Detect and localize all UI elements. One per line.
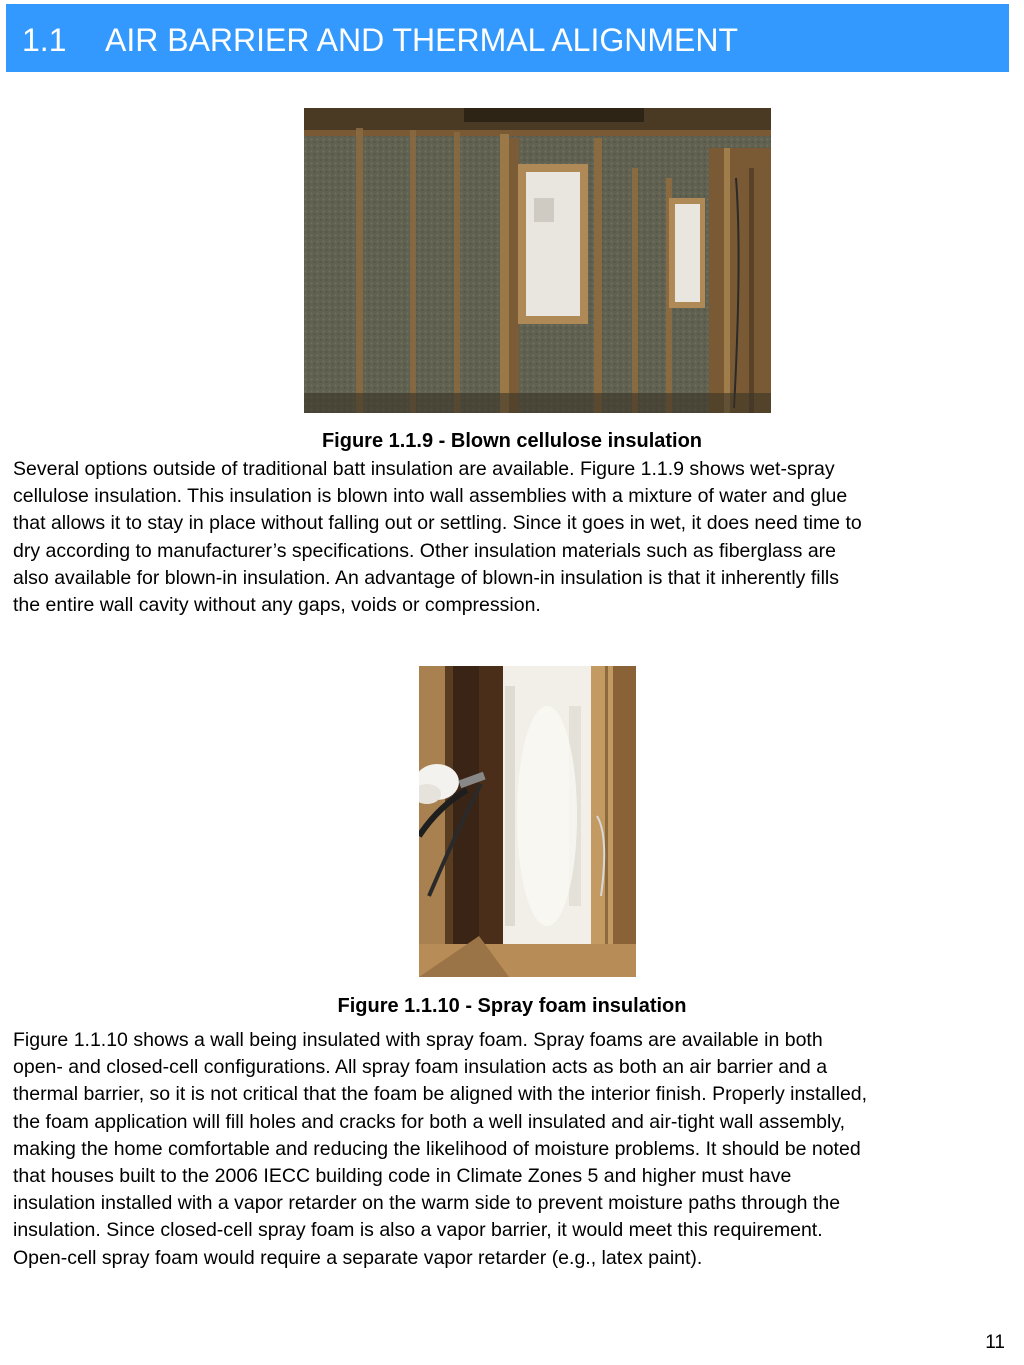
blown-cellulose-image [304,108,771,413]
paragraph-line: insulation installed with a vapor retarder on the warm side to prevent moisture paths through the [13,1192,841,1215]
paragraph-line: that houses built to the 2006 IECC building code in Climate Zones 5 and higher must have [13,1165,792,1188]
paragraph-line: making the home comfortable and reducing the likelihood of moisture problems. It should be noted [13,1137,861,1160]
page-number: 11 [985,1332,1005,1353]
paragraph-line: also available for blown-in insulation. An advantage of blown-in insulation is that it inherently fills [13,566,839,589]
paragraph-line: thermal barrier, so it is not critical that the foam be aligned with the interior finish. Properly installed, [13,1083,868,1106]
blown-cellulose-photo [304,108,771,413]
paragraph-line: the foam application will fill holes and cracks for both a well insulated and air-tight wall assembly, [13,1110,846,1133]
paragraph-line: dry according to manufacturer’s specifications. Other insulation materials such as fiberglass are [13,539,836,562]
figure-caption-2: Figure 1.1.10 - Spray foam insulation [337,995,687,1017]
section-title: AIR BARRIER AND THERMAL ALIGNMENT [105,22,739,58]
spray-foam-image [419,666,636,977]
paragraph-2 [13,1027,1013,1272]
paragraph-line: Several options outside of traditional batt insulation are available. Figure 1.1.9 shows wet-spray [13,458,835,480]
paragraph-line: the entire wall cavity without any gaps, voids or compression. [13,594,541,617]
paragraph-line: Open-cell spray foam would require a separate vapor retarder (e.g., latex paint). [13,1246,703,1269]
section-header [6,4,1009,72]
paragraph-line: that allows it to stay in place without falling out or settling. Since it goes in wet, it does need time to [13,512,862,535]
paragraph-line: cellulose insulation. This insulation is blown into wall assemblies with a mixture of water and glue [13,485,848,508]
paragraph-1 [13,456,1013,619]
paragraph-line: insulation. Since closed-cell spray foam is also a vapor barrier, it would meet this requirement. [13,1219,823,1242]
figure-caption-1: Figure 1.1.9 - Blown cellulose insulation [321,430,703,452]
spray-foam-photo [419,666,636,977]
paragraph-line: Figure 1.1.10 shows a wall being insulated with spray foam. Spray foams are available in both [13,1029,823,1051]
section-number: 1.1 [22,22,67,58]
paragraph-line: open- and closed-cell configurations. All spray foam insulation acts as both an air barrier and a [13,1056,828,1079]
